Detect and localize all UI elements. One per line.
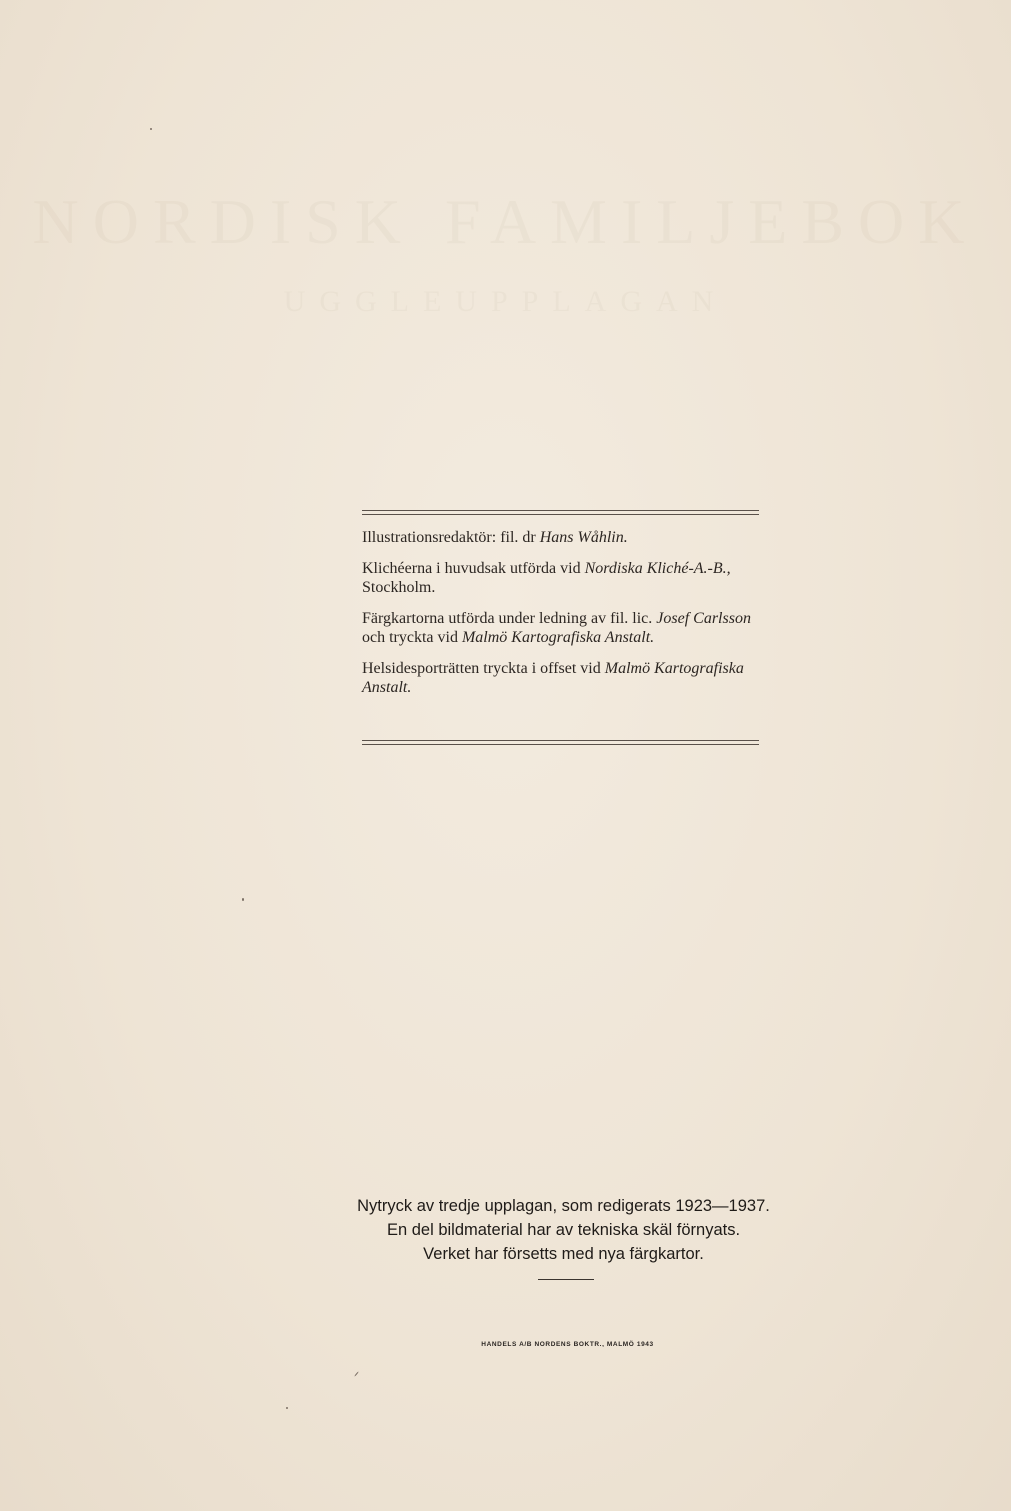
portrait-printer-name: Malmö Kartografiska Anstalt. [362, 660, 744, 696]
map-printer-name: Malmö Kartografiska Anstalt. [461, 629, 655, 646]
top-double-rule [362, 510, 759, 515]
credits-block [362, 528, 762, 709]
paper-speck [150, 128, 152, 130]
reprint-note [250, 1194, 877, 1266]
cliches-credit: Klichéerna i huvudsak utförda vid Nordiska Kliché-A.-B., Stockholm. [362, 560, 731, 596]
bottom-double-rule [362, 740, 759, 745]
cartographer-name: Josef Carlsson [656, 610, 751, 627]
printer-imprint: HANDELS A/B NORDENS BOKTR., MALMÖ 1943 [481, 1341, 654, 1348]
paper-speck [242, 898, 244, 901]
portraits-credit: Helsidesporträtten tryckta i offset vid Malmö Kartografiska Anstalt. [362, 660, 744, 696]
short-divider [538, 1279, 594, 1280]
paper-speck [286, 1407, 288, 1409]
show-through-subtitle: UGGLEUPPLAGAN [283, 285, 728, 318]
color-maps-credit: Färgkartorna utförda under ledning av fil. lic. Josef Carlsson och tryckta vid Malmö Kartografiska Anstalt. [362, 610, 751, 646]
reprint-note-line: Nytryck av tredje upplagan, som redigerats 1923—1937. [357, 1197, 770, 1215]
show-through-title: NORDISK FAMILJEBOK [32, 186, 979, 257]
illustration-editor-name: Hans Wåhlin. [539, 529, 628, 546]
reprint-note-line: Verket har försetts med nya färgkartor. [423, 1245, 704, 1263]
cliche-company-name: Nordiska Kliché-A.-B., [584, 560, 731, 577]
illustration-editor-credit: Illustrationsredaktör: fil. dr Hans Wåhlin. [362, 529, 628, 546]
reprint-note-line: En del bildmaterial har av tekniska skäl förnyats. [386, 1221, 741, 1239]
